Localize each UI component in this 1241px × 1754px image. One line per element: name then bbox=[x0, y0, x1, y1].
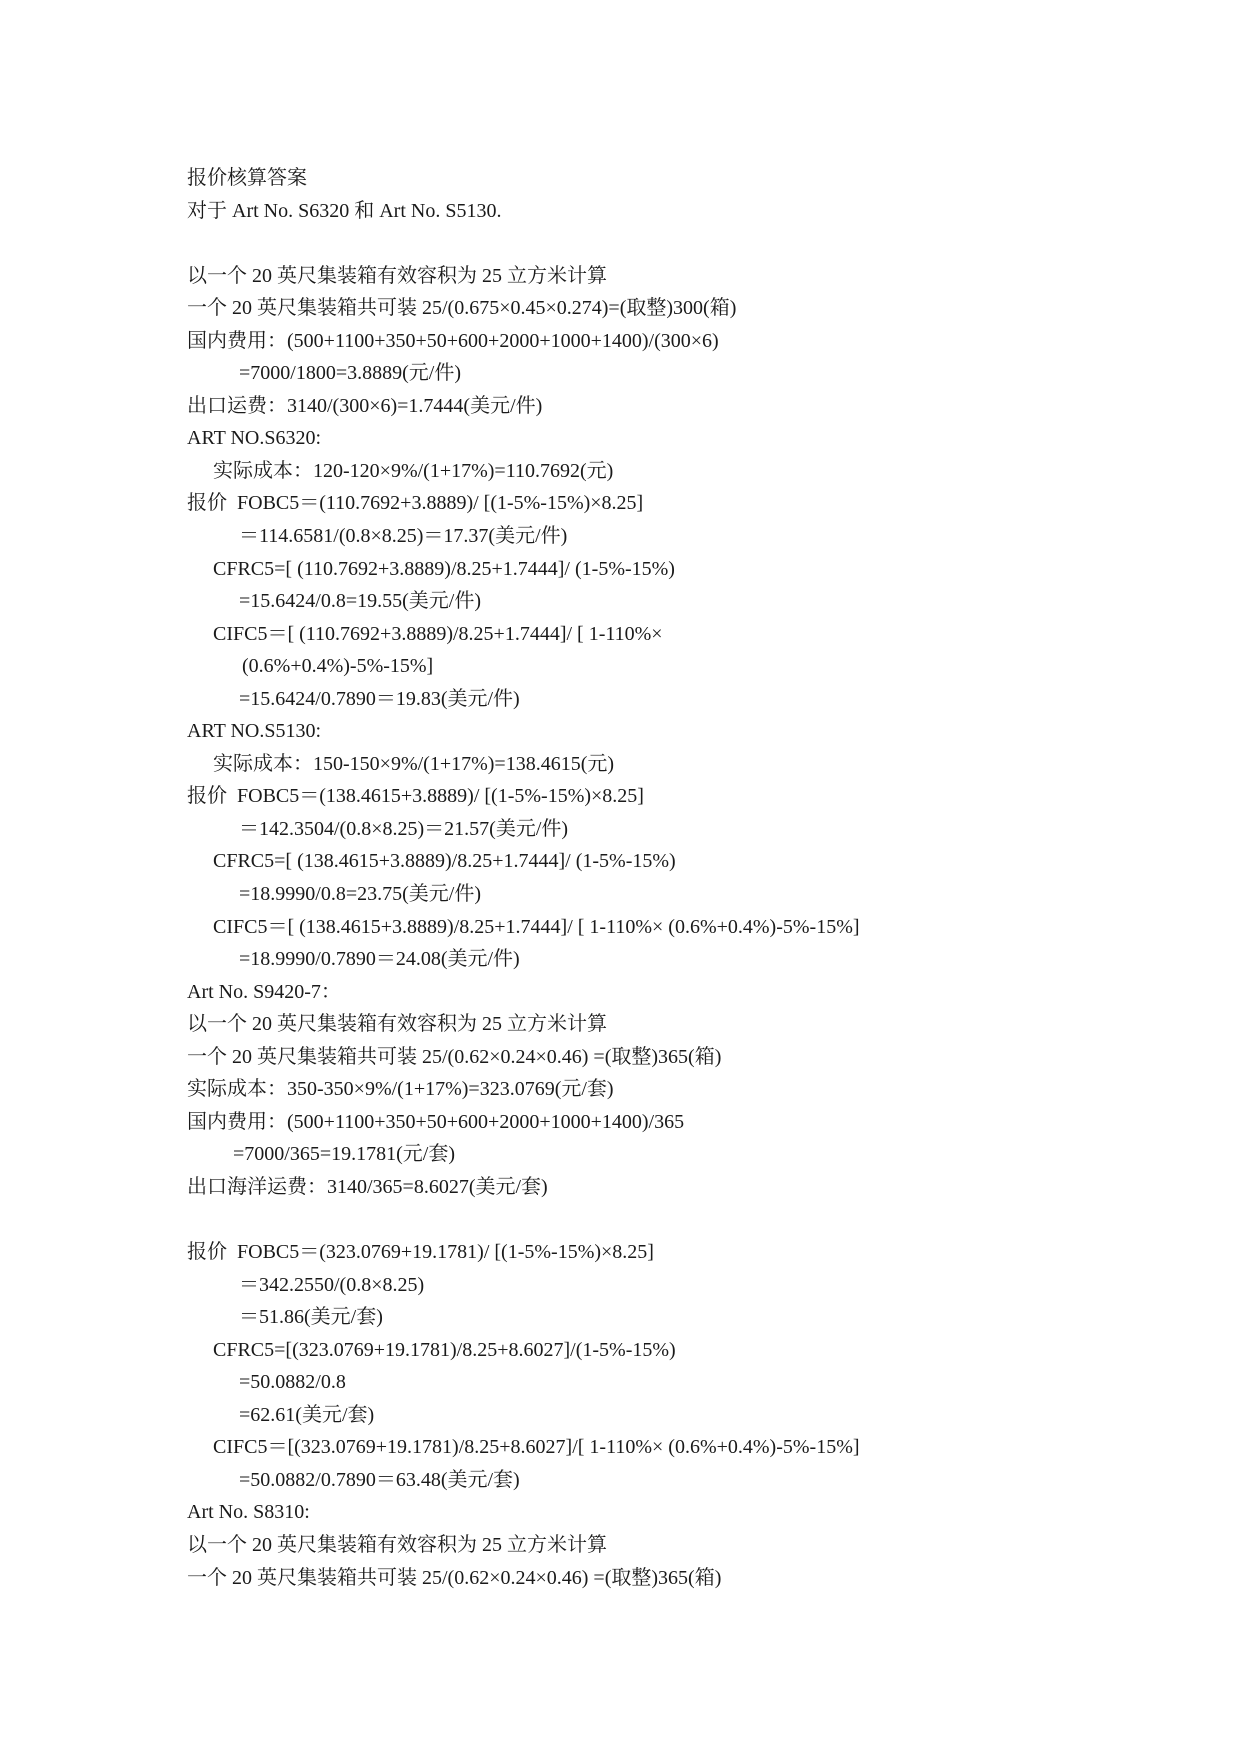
fob-quote-line: 报价 FOBC5＝(110.7692+3.8889)/ [(1-5%-15%)×8.25] bbox=[187, 492, 644, 515]
fob-result-line: ＝51.86(美元/套) bbox=[239, 1306, 383, 1329]
actual-cost-line: 实际成本：350-350×9%/(1+17%)=323.0769(元/套) bbox=[187, 1078, 614, 1101]
cfr-result-line: =62.61(美元/套) bbox=[239, 1403, 375, 1426]
cfr-intermediate-line: =50.0882/0.8 bbox=[239, 1371, 346, 1394]
container-capacity-line: 一个 20 英尺集装箱共可装 25/(0.675×0.45×0.274)=(取整)300(箱) bbox=[187, 297, 737, 320]
intro-line: 对于 Art No. S6320 和 Art No. S5130. bbox=[187, 199, 502, 222]
domestic-cost-result: =7000/1800=3.8889(元/件) bbox=[239, 362, 461, 385]
cfr-result-line: =18.9990/0.8=23.75(美元/件) bbox=[239, 883, 481, 906]
fob-result-line: ＝114.6581/(0.8×8.25)＝17.37(美元/件) bbox=[239, 525, 568, 548]
domestic-cost-result: =7000/365=19.1781(元/套) bbox=[233, 1143, 455, 1166]
section-heading-s9420: Art No. S9420-7： bbox=[187, 980, 341, 1003]
fob-quote-line: 报价 FOBC5＝(138.4615+3.8889)/ [(1-5%-15%)×8.25] bbox=[187, 785, 644, 808]
domestic-cost-line: 国内费用：(500+1100+350+50+600+2000+1000+1400)/(300×6) bbox=[187, 329, 719, 352]
fob-result-line: ＝142.3504/(0.8×8.25)＝21.57(美元/件) bbox=[239, 817, 569, 840]
container-volume-line: 以一个 20 英尺集装箱有效容积为 25 立方米计算 bbox=[187, 1013, 607, 1036]
container-capacity-line: 一个 20 英尺集装箱共可装 25/(0.62×0.24×0.46) =(取整)365(箱) bbox=[187, 1045, 722, 1068]
cif-result-line: =50.0882/0.7890＝63.48(美元/套) bbox=[239, 1468, 520, 1491]
section-heading-s5130: ART NO.S5130: bbox=[187, 720, 322, 743]
domestic-cost-line: 国内费用：(500+1100+350+50+600+2000+1000+1400)/365 bbox=[187, 1110, 685, 1133]
freight-line: 出口运费：3140/(300×6)=1.7444(美元/件) bbox=[187, 394, 543, 417]
freight-line: 出口海洋运费：3140/365=8.6027(美元/套) bbox=[187, 1175, 548, 1198]
container-capacity-line: 一个 20 英尺集装箱共可装 25/(0.62×0.24×0.46) =(取整)365(箱) bbox=[187, 1566, 722, 1589]
section-heading-s6320: ART NO.S6320: bbox=[187, 427, 322, 450]
cif-quote-continuation: (0.6%+0.4%)-5%-15%] bbox=[242, 655, 434, 678]
cfr-quote-line: CFRC5=[ (138.4615+3.8889)/8.25+1.7444]/ (1-5%-15%) bbox=[213, 850, 676, 873]
actual-cost-line: 实际成本：120-120×9%/(1+17%)=110.7692(元) bbox=[213, 459, 614, 482]
actual-cost-line: 实际成本：150-150×9%/(1+17%)=138.4615(元) bbox=[213, 752, 615, 775]
container-volume-line: 以一个 20 英尺集装箱有效容积为 25 立方米计算 bbox=[187, 1533, 607, 1556]
cfr-result-line: =15.6424/0.8=19.55(美元/件) bbox=[239, 590, 481, 613]
document-body bbox=[187, 162, 1187, 1594]
cif-quote-line: CIFC5＝[ (138.4615+3.8889)/8.25+1.7444]/ [ 1-110%× (0.6%+0.4%)-5%-15%] bbox=[213, 915, 860, 938]
blank-line bbox=[187, 227, 1187, 260]
cif-quote-line: CIFC5＝[(323.0769+19.1781)/8.25+8.6027]/[ 1-110%× (0.6%+0.4%)-5%-15%] bbox=[213, 1436, 860, 1459]
container-volume-line: 以一个 20 英尺集装箱有效容积为 25 立方米计算 bbox=[187, 264, 607, 287]
cif-quote-line: CIFC5＝[ (110.7692+3.8889)/8.25+1.7444]/ [ 1-110%× bbox=[213, 622, 663, 645]
blank-line bbox=[187, 1204, 1187, 1237]
cfr-quote-line: CFRC5=[ (110.7692+3.8889)/8.25+1.7444]/ (1-5%-15%) bbox=[213, 557, 675, 580]
cfr-quote-line: CFRC5=[(323.0769+19.1781)/8.25+8.6027]/(1-5%-15%) bbox=[213, 1338, 676, 1361]
document-title: 报价核算答案 bbox=[187, 167, 307, 189]
cif-result-line: =18.9990/0.7890＝24.08(美元/件) bbox=[239, 948, 520, 971]
section-heading-s8310: Art No. S8310: bbox=[187, 1501, 310, 1524]
fob-quote-line: 报价 FOBC5＝(323.0769+19.1781)/ [(1-5%-15%)×8.25] bbox=[187, 1241, 654, 1264]
fob-intermediate-line: ＝342.2550/(0.8×8.25) bbox=[239, 1273, 425, 1296]
cif-result-line: =15.6424/0.7890＝19.83(美元/件) bbox=[239, 687, 520, 710]
